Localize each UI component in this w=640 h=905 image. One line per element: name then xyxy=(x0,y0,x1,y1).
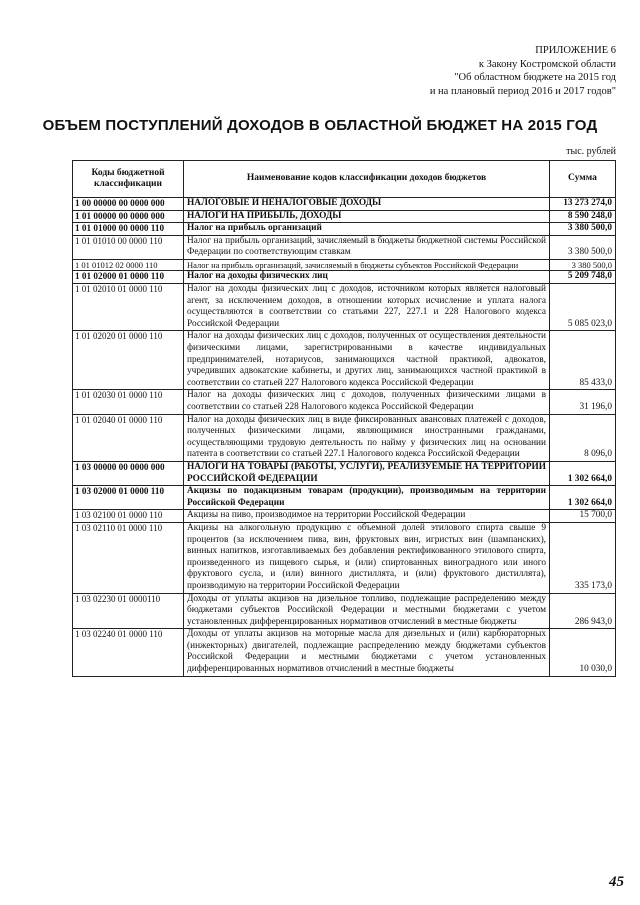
row-code: 1 01 02020 01 0000 110 xyxy=(73,331,184,390)
row-name: Налог на доходы физических лиц с доходов, полученных физическими лицами в соответствии со статьей 228 Налогового кодекса Российской Федерации xyxy=(184,390,550,414)
row-code: 1 01 00000 00 0000 000 xyxy=(73,210,184,223)
table-row xyxy=(73,593,616,629)
appendix-label: ПРИЛОЖЕНИЕ 6 xyxy=(535,45,616,56)
row-name: Доходы от уплаты акцизов на дизельное топливо, подлежащие распределению между бюджетами субъектов Российской Федерации и местными бюджетами с учетом установленных дифференцированных нормативов отчислений в местные бюджеты xyxy=(184,593,550,629)
table-row xyxy=(73,331,616,390)
row-code: 1 01 02000 01 0000 110 xyxy=(73,271,184,284)
row-code: 1 03 02230 01 0000110 xyxy=(73,593,184,629)
row-name: Акцизы на пиво, производимое на территории Российской Федерации xyxy=(184,510,550,523)
row-sum: 15 700,0 xyxy=(550,510,616,523)
row-name: Налог на доходы физических лиц с доходов, полученных от осуществления деятельности физическими лицами, зарегистрированными в качестве индивидуальных предпринимателей, нотариусов, занимающихся частной практикой, адвокатов, учредивших адвокатские кабинеты, и других лиц, занимающихся частной практикой в соответствии со статьей 227 Налогового кодекса Российской Федерации xyxy=(184,331,550,390)
table-row xyxy=(73,461,616,485)
row-sum: 10 030,0 xyxy=(550,629,616,676)
row-name: Доходы от уплаты акцизов на моторные масла для дизельных и (или) карбюраторных (инжекторных) двигателей, подлежащие распределению между бюджетами субъектов Российской Федерации и местными бюджетами с учетом установленных дифференцированных нормативов отчислений в местные бюджеты xyxy=(184,629,550,676)
table-row xyxy=(73,629,616,676)
row-code: 1 01 02010 01 0000 110 xyxy=(73,284,184,331)
row-name: Налог на прибыль организаций, зачисляемый в бюджеты субъектов Российской Федерации xyxy=(184,259,550,271)
row-code: 1 01 01000 00 0000 110 xyxy=(73,223,184,236)
row-sum: 5 209 748,0 xyxy=(550,271,616,284)
row-sum: 3 380 500,0 xyxy=(550,235,616,259)
row-name: Налог на доходы физических лиц с доходов, источником которых является налоговый агент, за исключением доходов, в отношении которых исчисление и уплата налога осуществляются в соответствии со статьями 227, 227.1 и 228 Налогового кодекса Российской Федерации xyxy=(184,284,550,331)
row-sum: 13 273 274,0 xyxy=(550,198,616,211)
row-sum: 31 196,0 xyxy=(550,390,616,414)
header-sum: Сумма xyxy=(550,161,616,198)
row-name: Акцизы по подакцизным товарам (продукции), производимым на территории Российской Федерации xyxy=(184,486,550,510)
table-row xyxy=(73,259,616,271)
row-sum: 3 380 500,0 xyxy=(550,259,616,271)
document-title: ОБЪЕМ ПОСТУПЛЕНИЙ ДОХОДОВ В ОБЛАСТНОЙ БЮДЖЕТ НА 2015 ГОД xyxy=(42,117,598,134)
row-sum: 5 085 023,0 xyxy=(550,284,616,331)
row-code: 1 01 02040 01 0000 110 xyxy=(73,414,184,461)
table-row xyxy=(73,522,616,593)
header-name: Наименование кодов классификации доходов бюджетов xyxy=(184,161,550,198)
table-row xyxy=(73,271,616,284)
row-sum: 8 590 248,0 xyxy=(550,210,616,223)
row-code: 1 03 02110 01 0000 110 xyxy=(73,522,184,593)
row-name: Налог на прибыль организаций, зачисляемый в бюджеты бюджетной системы Российской Федерации по соответствующим ставкам xyxy=(184,235,550,259)
row-name: Налог на доходы физических лиц в виде фиксированных авансовых платежей с доходов, полученных физическими лицами, являющимися иностранными гражданами, осуществляющими трудовую деятельность по найму у физических лиц на основании патента в соответствии со статьей 227.1 Налогового кодекса Российской Федерации xyxy=(184,414,550,461)
table-row xyxy=(73,223,616,236)
row-name: Налог на прибыль организаций xyxy=(184,223,550,236)
table-header-row xyxy=(73,161,616,198)
table-row xyxy=(73,198,616,211)
row-sum: 1 302 664,0 xyxy=(550,486,616,510)
page-number: 45 xyxy=(609,874,624,890)
row-name: НАЛОГОВЫЕ И НЕНАЛОГОВЫЕ ДОХОДЫ xyxy=(184,198,550,211)
table-row xyxy=(73,486,616,510)
law-reference-line-1: к Закону Костромской области xyxy=(478,58,616,70)
table-row xyxy=(73,284,616,331)
row-code: 1 03 02240 01 0000 110 xyxy=(73,629,184,676)
row-name: НАЛОГИ НА ТОВАРЫ (РАБОТЫ, УСЛУГИ), РЕАЛИЗУЕМЫЕ НА ТЕРРИТОРИИ РОССИЙСКОЙ ФЕДЕРАЦИИ xyxy=(184,461,550,485)
row-sum: 1 302 664,0 xyxy=(550,461,616,485)
table-row xyxy=(73,510,616,523)
law-reference-line-2: "Об областном бюджете на 2015 год xyxy=(454,72,616,83)
appendix-header xyxy=(430,44,616,98)
row-sum: 85 433,0 xyxy=(550,331,616,390)
table-row xyxy=(73,390,616,414)
row-sum: 335 173,0 xyxy=(550,522,616,593)
row-sum: 286 943,0 xyxy=(550,593,616,629)
row-code: 1 00 00000 00 0000 000 xyxy=(73,198,184,211)
row-code: 1 01 02030 01 0000 110 xyxy=(73,390,184,414)
law-reference-line-3: и на плановый период 2016 и 2017 годов" xyxy=(429,85,616,97)
revenue-table xyxy=(72,160,616,677)
table-row xyxy=(73,235,616,259)
row-sum: 3 380 500,0 xyxy=(550,223,616,236)
row-code: 1 03 00000 00 0000 000 xyxy=(73,461,184,485)
row-code: 1 01 01010 00 0000 110 xyxy=(73,235,184,259)
table-row xyxy=(73,210,616,223)
row-code: 1 01 01012 02 0000 110 xyxy=(73,259,184,271)
row-name: Акцизы на алкогольную продукцию с объемной долей этилового спирта свыше 9 процентов (за исключением пива, вин, фруктовых вин, игристых вин (шампанских), винных напитков, изготавливаемых без добавления ректификованного этилового спирта, произведенного из пищевого сырья, и (или) спиртованных виноградного или иного фруктового сусла, и (или) винного дистиллята, и (или) фруктового дистиллята), производимую на территории Российской Федерации xyxy=(184,522,550,593)
row-code: 1 03 02000 01 0000 110 xyxy=(73,486,184,510)
row-name: НАЛОГИ НА ПРИБЫЛЬ, ДОХОДЫ xyxy=(184,210,550,223)
row-sum: 8 096,0 xyxy=(550,414,616,461)
units-label: тыс. рублей xyxy=(566,146,616,157)
row-name: Налог на доходы физических лиц xyxy=(184,271,550,284)
row-code: 1 03 02100 01 0000 110 xyxy=(73,510,184,523)
header-code: Коды бюджетной классификации xyxy=(73,161,184,198)
table-row xyxy=(73,414,616,461)
